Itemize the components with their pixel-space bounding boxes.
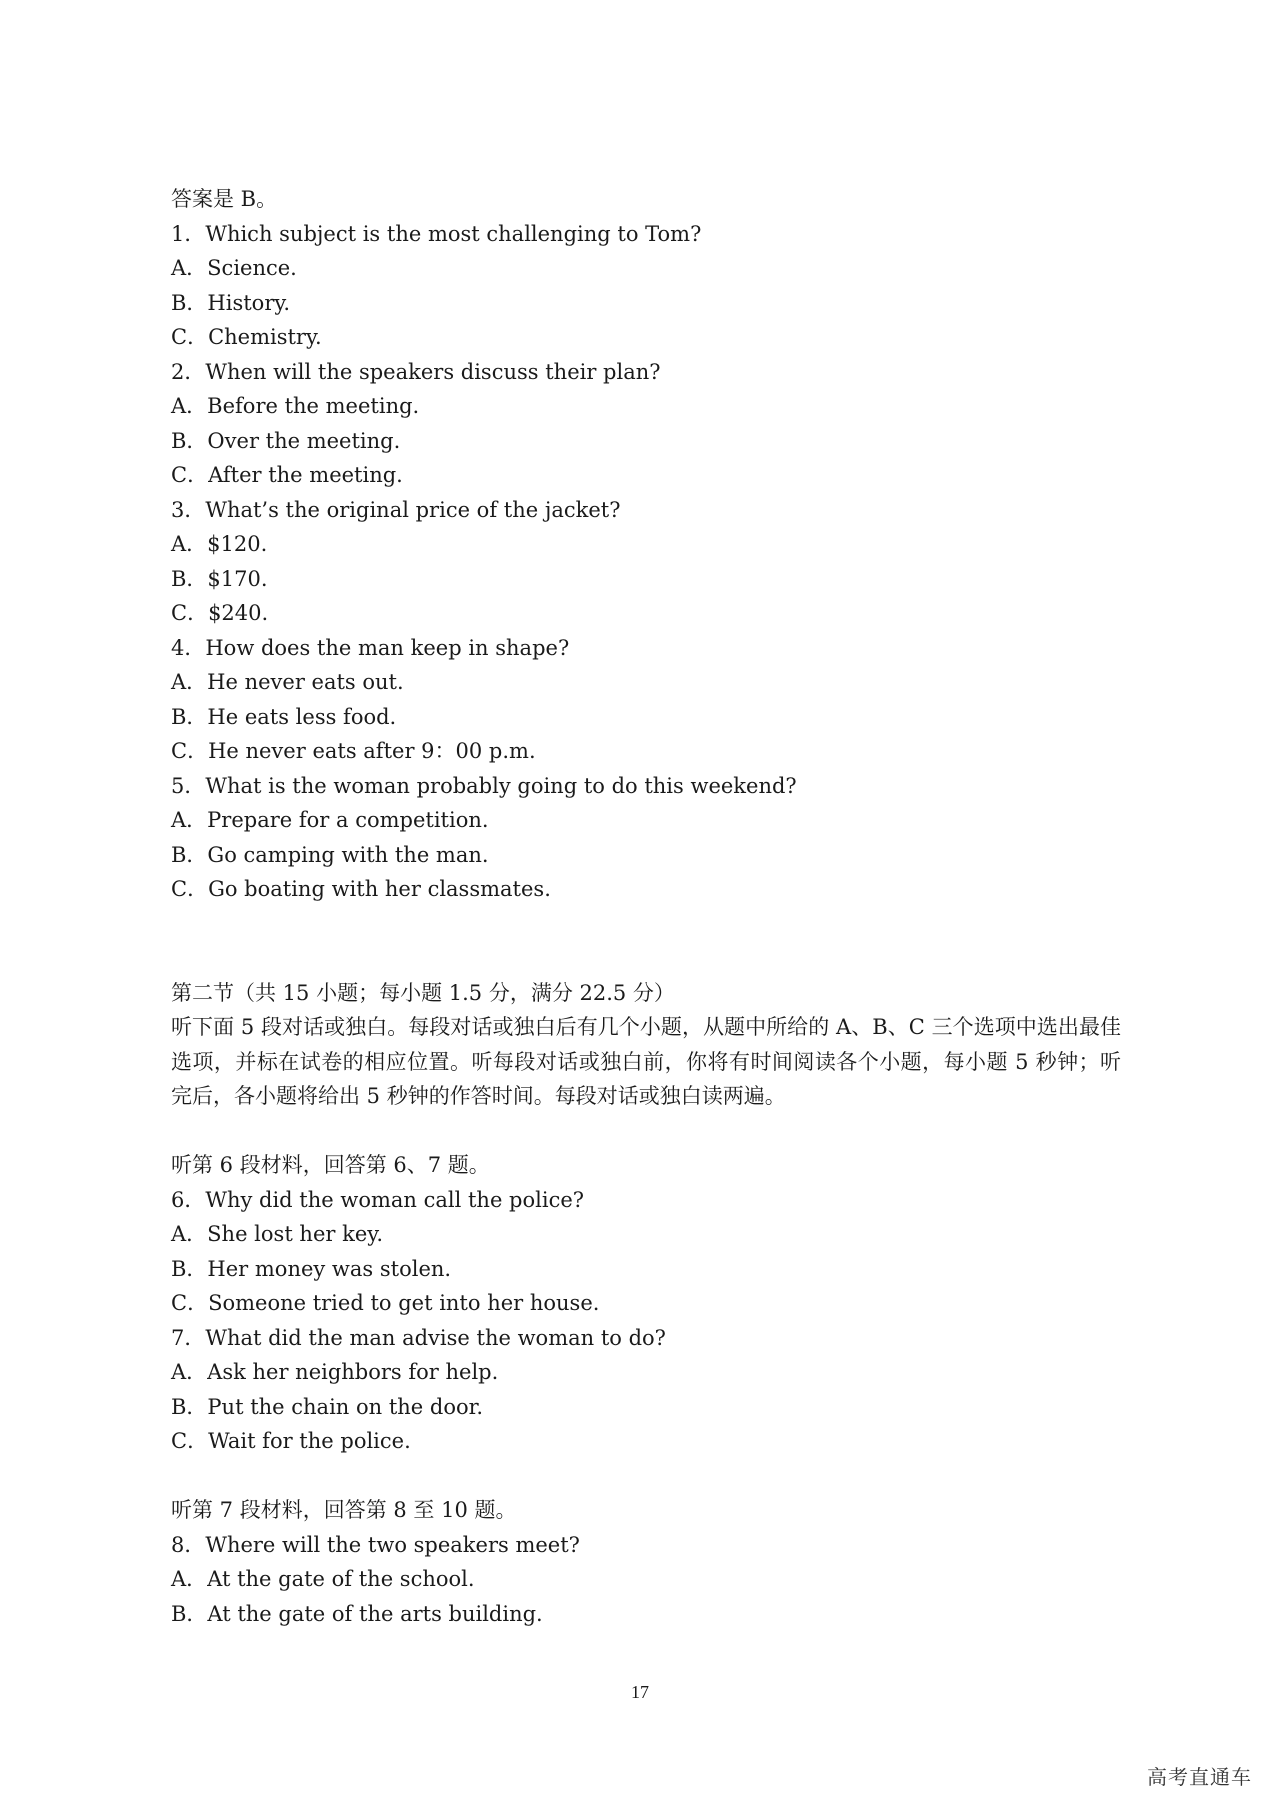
spacer	[171, 907, 1121, 976]
question-text: 2．When will the speakers discuss their plan?	[171, 359, 661, 384]
option-c: C．$240.	[171, 601, 269, 625]
question-block-7	[171, 1321, 1121, 1459]
option-b: B．Her money was stolen.	[171, 1256, 452, 1281]
option-c: C．Go boating with her classmates.	[171, 877, 551, 901]
option-a: A．Ask her neighbors for help.	[171, 1360, 499, 1384]
answer-line: 答案是 B。	[171, 187, 278, 211]
option-b: B．History.	[171, 290, 291, 315]
option-a: A．$120.	[171, 532, 268, 556]
document-page	[171, 182, 1121, 1631]
question-text: 7．What did the man advise the woman to do?	[171, 1325, 666, 1350]
option-a: A．At the gate of the school.	[171, 1567, 475, 1591]
question-block-2	[171, 355, 1121, 493]
question-text: 4．How does the man keep in shape?	[171, 635, 570, 660]
option-a: A．Science.	[171, 256, 297, 280]
question-text: 8．Where will the two speakers meet?	[171, 1532, 580, 1557]
section2-heading: 第二节（共 15 小题；每小题 1.5 分，满分 22.5 分）	[171, 980, 675, 1005]
page-number: 17	[631, 1682, 649, 1702]
watermark-text: 高考直通车	[1147, 1765, 1252, 1789]
spacer	[171, 1459, 1121, 1494]
question-text: 5．What is the woman probably going to do this weekend?	[171, 773, 797, 798]
option-b: B．Go camping with the man.	[171, 842, 489, 867]
question-block-5	[171, 769, 1121, 907]
section2-instructions: 听下面 5 段对话或独白。每段对话或独白后有几个小题，从题中所给的 A、B、C 三个选项中选出最佳选项，并标在试卷的相应位置。听每段对话或独白前，你将有时间阅读各个小题，每小题 5 秒钟；听完后，各小题将给出 5 秒钟的作答时间。每段对话或独白读两遍。	[171, 1015, 1121, 1108]
spacer	[171, 1114, 1121, 1149]
question-text: 6．Why did the woman call the police?	[171, 1187, 585, 1212]
option-c: C．He never eats after 9：00 p.m.	[171, 739, 536, 763]
option-a: A．Before the meeting.	[171, 394, 420, 418]
group7-header: 听第 7 段材料，回答第 8 至 10 题。	[171, 1498, 517, 1522]
question-block-8	[171, 1528, 1121, 1632]
question-block-4	[171, 631, 1121, 769]
question-text: 1．Which subject is the most challenging to Tom?	[171, 221, 702, 246]
option-c: C．Wait for the police.	[171, 1429, 411, 1453]
option-b: B．Put the chain on the door.	[171, 1394, 484, 1419]
option-c: C．Chemistry.	[171, 325, 322, 349]
option-a: A．Prepare for a competition.	[171, 808, 489, 832]
option-b: B．$170.	[171, 566, 268, 591]
option-b: B．He eats less food.	[171, 704, 397, 729]
option-b: B．Over the meeting.	[171, 428, 401, 453]
option-a: A．He never eats out.	[171, 670, 404, 694]
option-c: C．After the meeting.	[171, 463, 403, 487]
question-block-1	[171, 217, 1121, 355]
group6-header: 听第 6 段材料，回答第 6、7 题。	[171, 1153, 490, 1177]
option-c: C．Someone tried to get into her house.	[171, 1291, 600, 1315]
question-text: 3．What’s the original price of the jacket?	[171, 497, 621, 522]
question-block-6	[171, 1183, 1121, 1321]
option-b: B．At the gate of the arts building.	[171, 1601, 543, 1626]
option-a: A．She lost her key.	[171, 1222, 383, 1246]
question-block-3	[171, 493, 1121, 631]
